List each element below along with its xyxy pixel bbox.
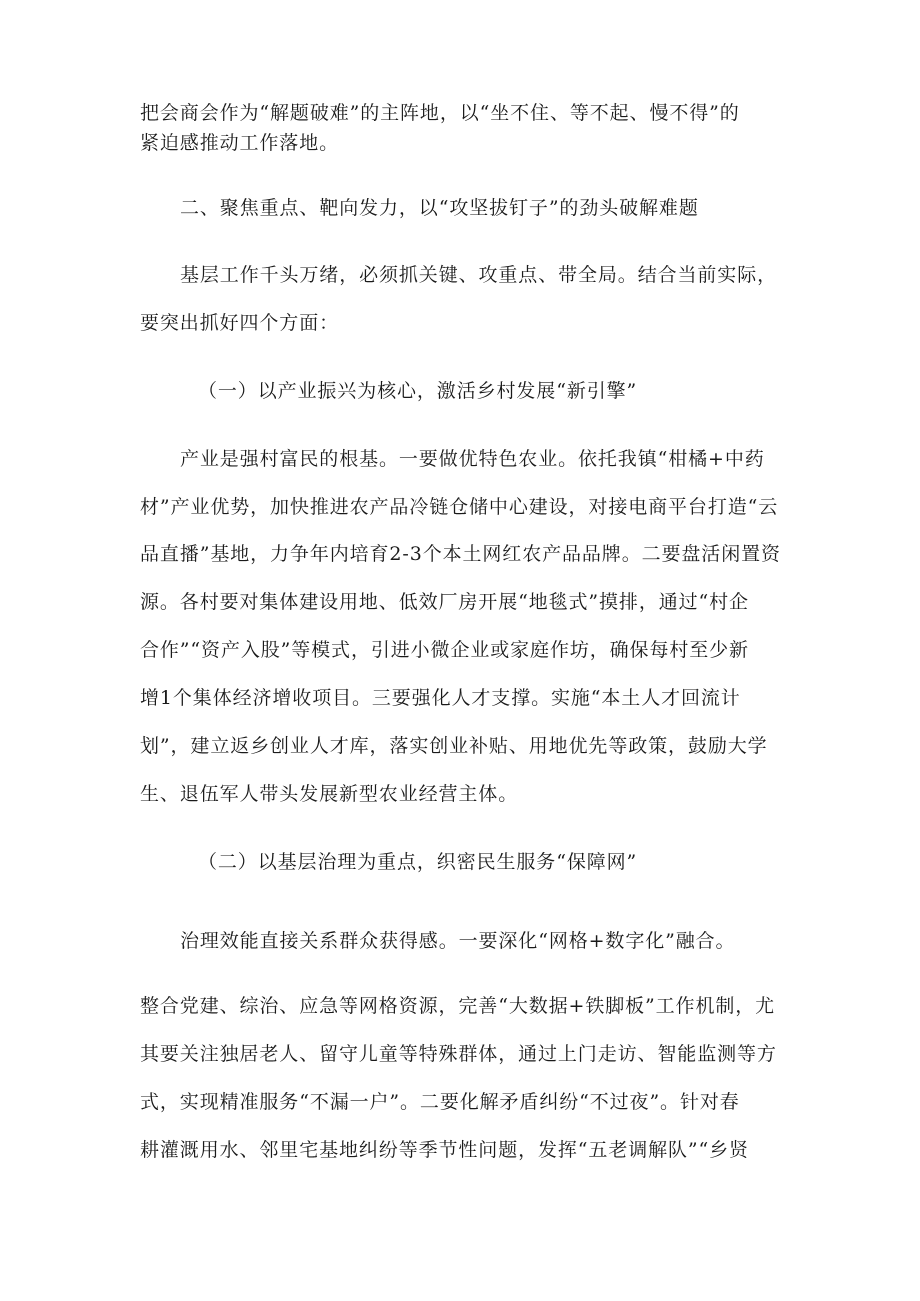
subsection-1-line-8: 生、退伍军人带头发展新型农业经营主体。 — [140, 783, 519, 805]
subsection-1-line-3: 品直播”基地，力争年内培育2-3个本土网红农产品品牌。二要盘活闲置资 — [140, 543, 781, 565]
subsection-2-line-4: 耕灌溉用水、邻里宅基地纠纷等季节性问题，发挥“五老调解队”“乡贤 — [140, 1139, 749, 1161]
opening-line-1: 把会商会作为“解题破难”的主阵地，以“坐不住、等不起、慢不得”的 — [140, 102, 740, 124]
subsection-2-line-1: 整合党建、综治、应急等网格资源，完善“大数据+铁脚板”工作机制，尤 — [140, 995, 776, 1017]
subsection-1-line-6: 增1个集体经济增收项目。三要强化人才支撑。实施“本土人才回流计 — [140, 687, 741, 709]
subsection-1-line-5: 合作”“资产入股”等模式，引进小微企业或家庭作坊，确保每村至少新 — [140, 639, 749, 661]
subsection-1-heading: （一）以产业振兴为核心，激活乡村发展“新引擎” — [198, 380, 638, 402]
subsection-2-line-3: 式，实现精准服务“不漏一户”。二要化解矛盾纠纷“不过夜”。针对春 — [140, 1091, 740, 1113]
subsection-2-heading: （二）以基层治理为重点，织密民生服务“保障网” — [198, 851, 638, 873]
section-2-intro-line-1: 基层工作千头万绪，必须抓关键、攻重点、带全局。结合当前实际， — [180, 264, 778, 286]
subsection-1-line-4: 源。各村要对集体建设用地、低效厂房开展“地毯式”摸排，通过“村企 — [140, 591, 749, 613]
section-2-heading: 二、聚焦重点、靶向发力，以“攻坚拔钉子”的劲头破解难题 — [180, 197, 699, 219]
subsection-1-line-1: 产业是强村富民的根基。一要做优特色农业。依托我镇“柑橘+中药 — [180, 448, 765, 470]
subsection-2-line-2: 其要关注独居老人、留守儿童等特殊群体，通过上门走访、智能监测等方 — [140, 1043, 777, 1065]
section-2-intro-line-2: 要突出抓好四个方面： — [140, 312, 340, 334]
subsection-1-line-7: 划”，建立返乡创业人才库，落实创业补贴、用地优先等政策，鼓励大学 — [140, 735, 768, 757]
opening-line-2: 紧迫感推动工作落地。 — [140, 132, 340, 154]
subsection-2-lead: 治理效能直接关系群众获得感。一要深化“网格+数字化”融合。 — [180, 930, 736, 952]
subsection-1-line-2: 材”产业优势，加快推进农产品冷链仓储中心建设，对接电商平台打造“云 — [140, 496, 779, 518]
